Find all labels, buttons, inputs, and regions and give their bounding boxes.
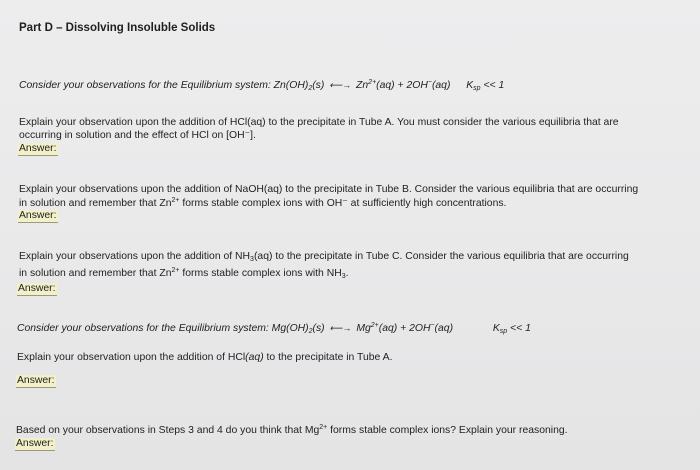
zn-eq-charge: 2+: [368, 79, 377, 86]
question-3-text-c: in solution and remember that Zn: [19, 268, 172, 279]
question-5-charge: 2+: [319, 424, 328, 431]
zn-eq-aq2: (aq): [431, 80, 451, 91]
zn-ksp-sub: sp: [473, 85, 481, 92]
question-2-charge: 2+: [171, 197, 180, 204]
question-2-text-a: in solution and remember that Zn: [19, 198, 172, 209]
equilibrium-arrow-icon: ⟵→: [329, 323, 352, 333]
question-2-text-b: forms stable complex ions with OH⁻ at sufficiently high concentrations.: [179, 198, 507, 209]
mg-ksp-relation: << 1: [510, 323, 531, 334]
mg-equilibrium-statement: [17, 322, 531, 335]
question-3-text-d: forms stable complex ions with NH: [179, 268, 342, 279]
zn-ksp-k: K: [466, 80, 474, 91]
question-5-text-b: forms stable complex ions? Explain your reasoning.: [327, 425, 568, 436]
question-3-text-a: Explain your observations upon the addition of NH: [19, 251, 251, 262]
mg-eq-state: (s): [312, 323, 325, 334]
mg-eq-intro: Consider your observations for the Equilibrium system: Mg(OH): [17, 323, 309, 334]
question-2-line-2: [19, 197, 506, 210]
answer-field-5[interactable]: Answer:: [16, 438, 54, 449]
mg-eq-sub: 2: [308, 328, 313, 335]
question-3-sub-b: 3: [341, 273, 346, 280]
question-3-text-e: .: [345, 268, 349, 279]
mg-eq-aq1: (aq) + 2OH: [378, 323, 431, 334]
mg-eq-minus: −: [430, 322, 435, 329]
answer-field-1[interactable]: Answer:: [19, 143, 57, 154]
question-3-text-b: (aq) to the precipitate in Tube C. Consider the various equilibria that are occurring: [253, 251, 629, 262]
question-4-text-a: Explain your observation upon the addition of HCl: [17, 352, 246, 363]
question-3-line-2: [19, 267, 349, 280]
answer-field-4[interactable]: Answer:: [17, 375, 55, 386]
zn-eq-minus: −: [427, 79, 432, 86]
zn-equilibrium-statement: [19, 79, 504, 92]
question-2-line-1: Explain your observations upon the addition of NaOH(aq) to the precipitate in Tube B. Consider the various equilibria that are occurring: [19, 184, 639, 195]
mg-eq-aq2: (aq): [434, 323, 454, 334]
section-title: Part D – Dissolving Insoluble Solids: [19, 22, 216, 34]
zn-eq-aq1: (aq) + 2OH: [376, 80, 428, 91]
zn-eq-state: (s): [312, 80, 325, 91]
mg-ksp-k: K: [492, 323, 500, 334]
mg-eq-ion: Mg: [356, 323, 371, 334]
question-4-text-b: to the precipitate in Tube A.: [263, 352, 393, 363]
question-5-line-1: [16, 424, 568, 437]
zn-eq-ion: Zn: [356, 80, 369, 91]
question-4-line-1: [17, 351, 392, 364]
question-5-text-a: Based on your observations in Steps 3 and 4 do you think that Mg: [16, 425, 320, 436]
question-1-line-2: occurring in solution and the effect of HCl on [OH⁻].: [19, 130, 256, 141]
question-1-line-1: Explain your observation upon the addition of HCl(aq) to the precipitate in Tube A. You must consider the various equilibria that are: [19, 117, 619, 128]
answer-field-2[interactable]: Answer:: [19, 210, 57, 221]
mg-ksp-sub: sp: [499, 328, 508, 335]
zn-ksp-relation: << 1: [483, 80, 505, 91]
question-3-charge: 2+: [171, 267, 180, 274]
zn-eq-sub: 2: [308, 85, 313, 92]
question-3-sub: 3: [250, 256, 254, 263]
zn-eq-intro: Consider your observations for the Equilibrium system: Zn(OH): [19, 80, 309, 91]
mg-eq-charge: 2+: [370, 322, 379, 329]
question-4-aq: (aq): [245, 352, 264, 363]
equilibrium-arrow-icon: ⟵→: [329, 80, 352, 90]
answer-field-3[interactable]: Answer:: [18, 283, 56, 294]
question-3-line-1: [19, 250, 629, 263]
